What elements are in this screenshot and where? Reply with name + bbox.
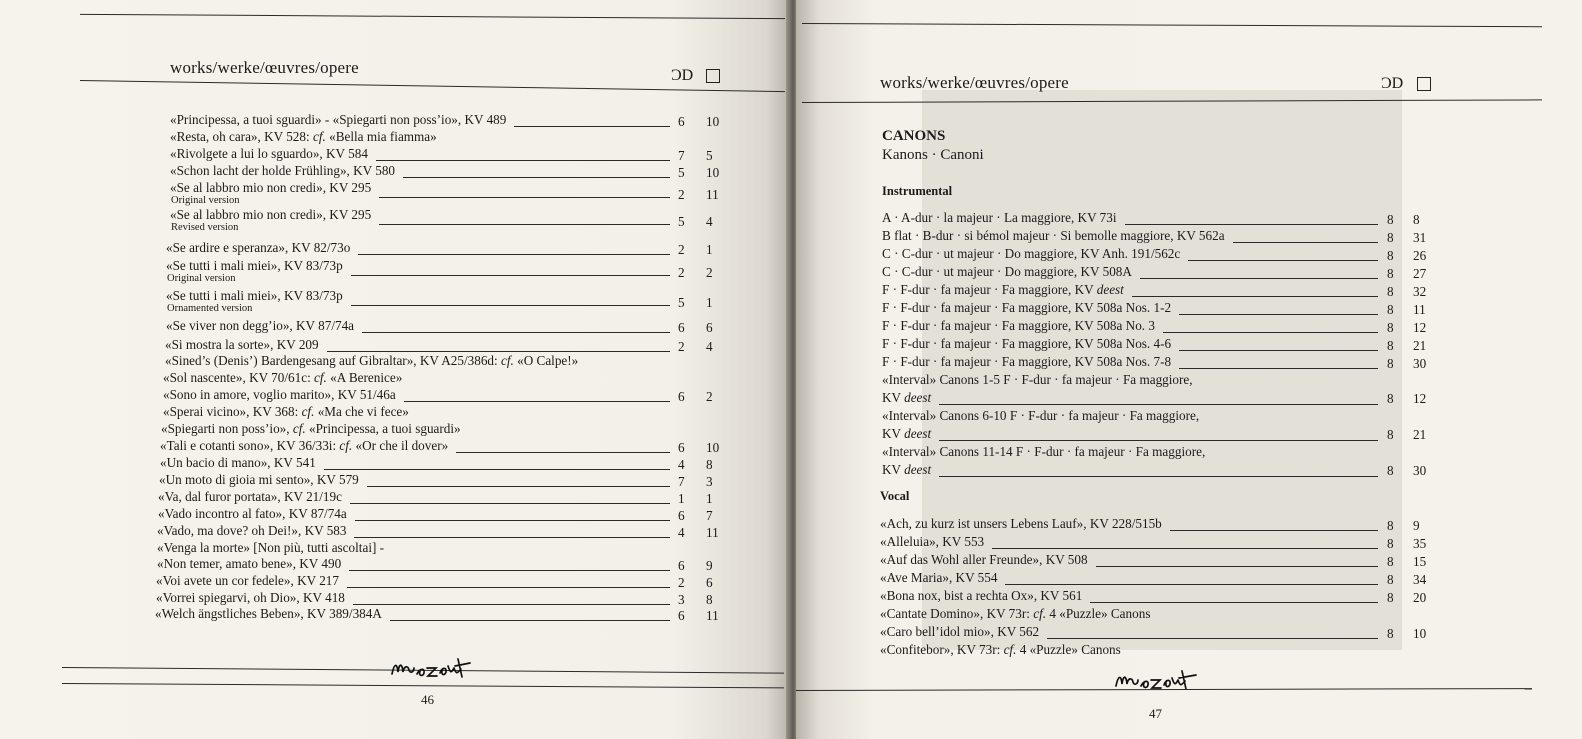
entry-volume-number: 6 — [678, 508, 685, 523]
list-item — [165, 337, 319, 352]
checkbox-icon — [706, 69, 720, 83]
checkbox-icon — [1417, 77, 1431, 91]
entry-volume-number: 6 — [678, 440, 685, 455]
list-item — [880, 534, 984, 549]
entry-page-number: 11 — [706, 525, 719, 540]
list-item — [170, 112, 506, 127]
top-rule — [802, 23, 1542, 27]
entry-volume-number: 8 — [1387, 536, 1394, 551]
entry-version-note: Revised version — [171, 222, 239, 233]
entry-page-number: 34 — [1413, 572, 1427, 587]
entry-title: C · C-dur · ut majeur · Do maggiore, KV Anh. 191/562c — [882, 246, 1181, 261]
entry-page-number: 30 — [1413, 356, 1427, 371]
left-page-number: 46 — [421, 692, 434, 707]
entry-volume-number: 8 — [1387, 356, 1394, 371]
entry-volume-number: 6 — [678, 608, 685, 623]
entry-volume-number: 1 — [678, 491, 685, 506]
entry-page-number: 12 — [1413, 320, 1427, 335]
leader-line — [1188, 260, 1378, 261]
entry-page-number: 4 — [706, 339, 713, 354]
entry-title: «Interval» Canons 1-5 F · F-dur · fa majeur · Fa maggiore, — [882, 372, 1193, 387]
entry-volume-number: 2 — [678, 242, 685, 257]
entry-volume-number: 8 — [1387, 338, 1394, 353]
entry-page-number: 10 — [706, 165, 720, 180]
entry-page-number: 6 — [706, 320, 713, 335]
list-item — [155, 606, 382, 621]
list-item — [160, 455, 316, 470]
list-item — [163, 404, 409, 419]
entry-page-number: 8 — [1413, 212, 1420, 227]
list-item — [880, 552, 1088, 567]
leader-line — [324, 469, 670, 470]
leader-line — [353, 604, 670, 605]
right-header-title: works/werke/œuvres/opere — [880, 73, 1069, 92]
mozart-signature-icon — [390, 656, 474, 682]
leader-line — [456, 452, 670, 453]
leader-line — [1132, 296, 1378, 297]
list-item — [170, 180, 371, 195]
entry-title: «Confitebor», KV 73r: cf. 4 «Puzzle» Canons — [880, 642, 1121, 657]
left-header-title: works/werke/œuvres/opere — [170, 58, 359, 77]
leader-line — [327, 351, 670, 352]
entry-page-number: 10 — [1413, 626, 1427, 641]
entry-volume-number: 8 — [1387, 391, 1394, 406]
entry-volume-number: 3 — [678, 592, 685, 607]
leader-line — [1090, 602, 1378, 603]
right-page-number: 47 — [1149, 706, 1162, 721]
entry-volume-number: 8 — [1387, 518, 1394, 533]
entry-volume-number: 2 — [678, 575, 685, 590]
entry-volume-number: 8 — [1387, 554, 1394, 569]
entry-page-number: 11 — [706, 608, 719, 623]
leader-line — [403, 177, 670, 178]
entry-title: B flat · B-dur · si bémol majeur · Si bemolle maggiore, KV 562a — [882, 228, 1225, 243]
entry-volume-number: 7 — [678, 474, 685, 489]
entry-title: «Voi avete un cor fedele», KV 217 — [156, 573, 339, 588]
entry-page-number: 32 — [1413, 284, 1427, 299]
leader-line — [1163, 332, 1378, 333]
entry-volume-number: 5 — [678, 295, 685, 310]
entry-volume-number: 2 — [678, 187, 685, 202]
leader-line — [358, 254, 670, 255]
entry-title: «Interval» Canons 11-14 F · F-dur · fa majeur · Fa maggiore, — [882, 444, 1206, 459]
list-item — [170, 146, 368, 161]
entry-title: «Vado, ma dove? oh Dei!», KV 583 — [157, 523, 347, 538]
entry-volume-number: 8 — [1387, 427, 1394, 442]
entry-volume-number: 8 — [1387, 626, 1394, 641]
list-item — [170, 207, 371, 222]
entry-page-number: 9 — [706, 558, 713, 573]
entry-page-number: 21 — [1413, 427, 1427, 442]
entry-volume-number: 8 — [1387, 284, 1394, 299]
list-item — [880, 606, 1150, 621]
list-item — [882, 408, 1199, 423]
entry-title: «Sono in amore, voglio marito», KV 51/46a — [163, 387, 396, 402]
list-item — [882, 246, 1180, 261]
entry-volume-number: 7 — [678, 148, 685, 163]
list-item — [166, 258, 343, 273]
entry-volume-number: 8 — [1387, 212, 1394, 227]
list-item — [159, 472, 359, 487]
entry-title: «Auf das Wohl aller Freunde», KV 508 — [880, 552, 1088, 567]
entry-title: «Un moto di gioia mi sento», KV 579 — [159, 472, 359, 487]
entry-volume-number: 6 — [678, 389, 685, 404]
entry-title: «Welch ängstliches Beben», KV 389/384A — [155, 606, 382, 621]
entry-page-number: 9 — [1413, 518, 1420, 533]
entry-page-number: 11 — [1413, 302, 1426, 317]
entry-page-number: 30 — [1413, 463, 1427, 478]
leader-line — [1047, 638, 1378, 639]
entry-page-number: 1 — [706, 295, 713, 310]
top-rule — [80, 14, 785, 19]
entry-page-number: 15 — [1413, 554, 1427, 569]
leader-line — [362, 332, 670, 333]
list-item — [882, 228, 1225, 243]
leader-line — [992, 548, 1378, 549]
entry-page-number: 26 — [1413, 248, 1427, 263]
list-item — [170, 163, 395, 178]
entry-volume-number: 8 — [1387, 230, 1394, 245]
leader-line — [1170, 530, 1378, 531]
entry-title: «Bona nox, bist a rechta Ox», KV 561 — [880, 588, 1083, 603]
entry-page-number: 10 — [706, 440, 720, 455]
entry-page-number: 8 — [706, 457, 713, 472]
list-item — [880, 570, 997, 585]
leader-line — [367, 486, 670, 487]
entry-title: «Se ardire e speranza», KV 82/73o — [166, 240, 351, 255]
entry-title: «Schon lacht der holde Frühling», KV 580 — [170, 163, 396, 178]
entry-version-note: Original version — [167, 273, 236, 284]
entry-page-number: 21 — [1413, 338, 1427, 353]
entry-title: «Se viver non degg’io», KV 87/74a — [166, 318, 355, 333]
list-item — [161, 421, 461, 436]
entry-volume-number: 5 — [678, 214, 685, 229]
entry-page-number: 11 — [706, 187, 719, 202]
entry-title: F · F-dur · fa majeur · Fa maggiore, KV 508a Nos. 1-2 — [882, 300, 1172, 315]
entry-title: «Un bacio di mano», KV 541 — [160, 455, 316, 470]
leader-line — [390, 620, 670, 621]
entry-volume-number: 2 — [678, 339, 685, 354]
list-item — [880, 516, 1162, 531]
entry-title: «Sined’s (Denis’) Bardengesang auf Gibraltar», KV A25/386d: cf. «O Calpe!» — [165, 353, 579, 368]
entry-volume-number: 2 — [678, 265, 685, 280]
entry-volume-number: 4 — [678, 457, 685, 472]
list-item — [882, 282, 1124, 297]
list-item — [882, 372, 1193, 387]
entry-page-number: 10 — [706, 114, 720, 129]
list-item — [156, 573, 339, 588]
list-item — [157, 540, 384, 555]
entry-volume-number: 6 — [678, 114, 685, 129]
leader-line — [1179, 314, 1378, 315]
leader-line — [1005, 584, 1378, 585]
leader-line — [939, 476, 1378, 477]
entry-title: «Si mostra la sorte», KV 209 — [165, 337, 319, 352]
entry-title: «Sperai vicino», KV 368: cf. «Ma che vi fece» — [163, 404, 409, 419]
entry-continuation: KV deest — [882, 426, 932, 441]
entry-title: «Spiegarti non poss’io», cf. «Principessa, a tuoi sguardi» — [161, 421, 461, 436]
leader-line — [350, 503, 670, 504]
entry-title: F · F-dur · fa majeur · Fa maggiore, KV 508a No. 3 — [882, 318, 1155, 333]
entry-page-number: 1 — [706, 242, 713, 257]
entry-continuation: KV deest — [882, 390, 932, 405]
entry-title: «Ave Maria», KV 554 — [880, 570, 998, 585]
entry-volume-number: 8 — [1387, 572, 1394, 587]
list-item — [166, 318, 354, 333]
leader-line — [379, 224, 670, 225]
leader-line — [1233, 242, 1378, 243]
leader-line — [355, 520, 670, 521]
list-item — [882, 354, 1171, 369]
leader-line — [1140, 278, 1378, 279]
entry-page-number: 2 — [706, 265, 713, 280]
entry-page-number: 4 — [706, 214, 713, 229]
entry-continuation: KV deest — [882, 462, 932, 477]
list-item — [156, 590, 345, 605]
leader-line — [351, 275, 670, 276]
entry-title: «Caro bell’idol mio», KV 562 — [880, 624, 1040, 639]
leader-line — [1096, 566, 1378, 567]
instrumental-heading: Instrumental — [882, 184, 953, 198]
entry-page-number: 8 — [706, 592, 713, 607]
entry-title: «Vorrei spiegarvi, oh Dio», KV 418 — [156, 590, 345, 605]
leader-line — [351, 305, 670, 306]
entry-title: F · F-dur · fa majeur · Fa maggiore, KV 508a Nos. 7-8 — [882, 354, 1172, 369]
list-item — [882, 444, 1205, 459]
leader-line — [939, 404, 1378, 405]
list-item — [882, 210, 1117, 225]
left-page — [0, 0, 790, 739]
list-item — [157, 556, 341, 571]
entry-volume-number: 6 — [678, 558, 685, 573]
entry-title: «Ach, zu kurz ist unsers Lebens Lauf», KV 228/515b — [880, 516, 1162, 531]
cd-icon: ƆD — [1381, 75, 1404, 92]
entry-volume-number: 8 — [1387, 463, 1394, 478]
list-item — [160, 438, 448, 453]
entry-version-note: Original version — [171, 195, 240, 206]
entry-title: «Va, dal furor portata», KV 21/19c — [158, 489, 342, 504]
entry-volume-number: 5 — [678, 165, 685, 180]
leader-line — [379, 197, 670, 198]
leader-line — [1179, 350, 1378, 351]
list-item — [157, 523, 346, 538]
list-item — [880, 642, 1121, 657]
entry-title: F · F-dur · fa majeur · Fa maggiore, KV 508a Nos. 4-6 — [882, 336, 1172, 351]
list-item — [170, 129, 437, 144]
entry-title: «Interval» Canons 6-10 F · F-dur · fa majeur · Fa maggiore, — [882, 408, 1200, 423]
entry-title: «Se al labbro mio non credi», KV 295 — [170, 180, 372, 195]
leader-line — [354, 537, 670, 538]
entry-page-number: 3 — [706, 474, 713, 489]
entry-volume-number: 8 — [1387, 590, 1394, 605]
entry-page-number: 20 — [1413, 590, 1427, 605]
entry-page-number: 5 — [706, 148, 713, 163]
entry-page-number: 6 — [706, 575, 713, 590]
entry-volume-number: 8 — [1387, 266, 1394, 281]
entry-title: «Venga la morte» [Non più, tutti ascoltai] - — [157, 540, 385, 555]
entry-page-number: 2 — [706, 389, 713, 404]
entry-volume-number: 8 — [1387, 302, 1394, 317]
leader-line — [347, 587, 670, 588]
section-subtitle: Kanons · Canoni — [882, 147, 984, 163]
leader-line — [349, 570, 670, 571]
entry-title: «Se tutti i mali miei», KV 83/73p — [166, 288, 343, 303]
list-item — [166, 288, 343, 303]
section-title: CANONS — [882, 128, 946, 144]
list-item — [880, 624, 1039, 639]
right-page — [796, 0, 1582, 739]
leader-line — [1179, 368, 1378, 369]
list-item — [163, 370, 402, 385]
entry-title: «Non temer, amato bene», KV 490 — [157, 556, 342, 571]
entry-page-number: 12 — [1413, 391, 1427, 406]
entry-title: «Resta, oh cara», KV 528: cf. «Bella mia fiamma» — [170, 129, 437, 144]
vocal-heading: Vocal — [880, 489, 910, 503]
leader-line — [404, 401, 670, 402]
entry-title: «Vado incontro al fato», KV 87/74a — [158, 506, 347, 521]
entry-page-number: 1 — [706, 491, 713, 506]
list-item — [166, 240, 350, 255]
entry-page-number: 31 — [1413, 230, 1427, 245]
entry-page-number: 27 — [1413, 266, 1427, 281]
entry-volume-number: 8 — [1387, 320, 1394, 335]
entry-title: «Se tutti i mali miei», KV 83/73p — [166, 258, 343, 273]
leader-line — [376, 160, 670, 161]
entry-page-number: 7 — [706, 508, 713, 523]
list-item — [158, 489, 342, 504]
list-item — [882, 264, 1132, 279]
footer-rule-2 — [62, 683, 784, 688]
list-item — [880, 588, 1082, 603]
entry-title: C · C-dur · ut majeur · Do maggiore, KV 508A — [882, 264, 1132, 279]
entry-page-number: 35 — [1413, 536, 1427, 551]
entry-title: F · F-dur · fa majeur · Fa maggiore, KV deest — [882, 282, 1124, 297]
entry-volume-number: 8 — [1387, 248, 1394, 263]
list-item — [158, 506, 347, 521]
leader-line — [1125, 224, 1378, 225]
entry-title: «Tali e cotanti sono», KV 36/33i: cf. «Or che il dover» — [160, 438, 449, 453]
entry-title: «Se al labbro mio non credi», KV 295 — [170, 207, 372, 222]
leader-line — [939, 440, 1378, 441]
entry-volume-number: 6 — [678, 320, 685, 335]
leader-line — [514, 126, 670, 127]
cd-icon: ƆD — [671, 67, 694, 84]
list-item — [882, 318, 1155, 333]
list-item — [882, 300, 1171, 315]
entry-volume-number: 4 — [678, 525, 685, 540]
list-item — [163, 387, 396, 402]
list-item — [165, 353, 578, 368]
entry-title: «Rivolgete a lui lo sguardo», KV 584 — [170, 146, 368, 161]
list-item — [882, 336, 1171, 351]
entry-title: «Cantate Domino», KV 73r: cf. 4 «Puzzle» Canons — [880, 606, 1151, 621]
entry-title: A · A-dur · la majeur · La maggiore, KV 73i — [882, 210, 1117, 225]
entry-title: «Principessa, a tuoi sguardi» - «Spiegarti non poss’io», KV 489 — [170, 112, 507, 127]
entry-version-note: Ornamented version — [167, 303, 253, 314]
entry-title: «Sol nascente», KV 70/61c: cf. «A Berenice» — [163, 370, 403, 385]
entry-title: «Alleluia», KV 553 — [880, 534, 985, 549]
